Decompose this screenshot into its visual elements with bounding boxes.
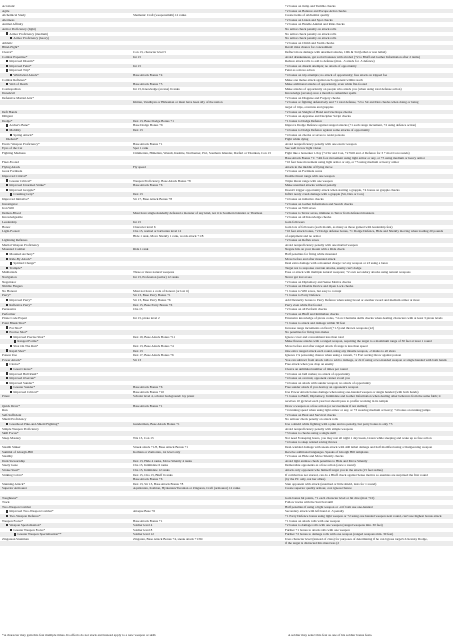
feat-name-text: Honor [2,224,11,229]
feat-prerequisite: Str 13, Base Parry Bonus +1 [133,293,171,298]
feat-benefit: Reduce attack rolls to add to defense (max. -5 attack for -5 defence) [285,59,375,64]
feat-benefit: Gain bonus hit points, +1 each character level or hit dice (max +10) [285,495,375,500]
feat-benefit: Never get lost at sea [285,275,312,280]
feat-benefit: Attack in the middle of flying move [285,164,333,169]
feat-benefit: Make one melee attack against each opponent within reach [285,77,363,82]
feat-prerequisite: Spot 1 rank [133,146,149,151]
feat-benefit: Demoralize opponents as a free action (once a round) [285,463,356,468]
feat-benefit: Triple threat range with one weapon [285,178,333,183]
feat-benefit: Move before and after mounted attack [285,256,336,261]
feat-benefit: No penalties for firing into melee [285,330,330,335]
feat-benefit: +2 bonus on Appraise and Decipher Script checks [285,114,351,119]
feat-name-text: Cleave* [9,362,21,367]
feat-name-text: Greater Sunder* [13,385,36,390]
feat-benefit: Receive additional languages. Speaks of Ghorgh Hill templates [285,449,369,454]
feat-name-text: Acrobatic [2,4,15,8]
feat-name-text: Superior Armourer [2,486,27,491]
feat-name-text: Great Fortitude [2,169,23,174]
feat-name-text: Precise Shot* [9,330,28,335]
feat-benefit: if the target is distracted this must less (2 [285,541,339,546]
feat-benefit: +2 bonus on Heal and Survival checks [285,412,336,417]
feat-name-text: Whirlwind Attack* [13,72,39,77]
feat-name-text: Rapid Shot* [9,348,26,353]
feat-benefit: Deal extra damage with a mounted charge: x2 any weapon or x3 using a lance [285,261,389,266]
feat-prerequisite: Dex 19, Base Attack Bonus +11 [133,334,176,339]
feat-name-text: Improved Unarmed Strike* [9,183,46,188]
feat-prerequisite: Dex 13 [133,128,143,133]
feat-benefit: Avoid nonproficiency penalty with one exotic weapon [285,141,357,146]
feat-benefit: Draw a weapon as a free action (or recoverment if not skilled) [285,403,367,408]
feat-benefit: You can subtract from attack rolls to add to damage, or 2x if using a two-handed weapon or single handed with both hands [285,357,447,362]
feat-benefit: If combat has not started, can do a Bluff check against Sense motive so enemies are surprised the first round [285,472,428,477]
feat-benefit: Increase range increments on fired (+1.5) and thrown weapons (x2) [285,325,375,330]
feat-name-text: Knowledgeable [2,215,23,220]
feat-prerequisite: Ride 1 rank [133,247,149,252]
feat-prerequisite: Gunderman, Base Attack Bonus +1 [133,422,180,427]
feat-benefit: +2 bonus on all Knowledge checks [285,215,332,220]
feat-prerequisite: Dex 15, Base Parry Bonus +6 [133,302,173,307]
feat-prerequisite: Base Attack Bonus +1 [133,518,163,523]
feat-name-text: Greater Weapon Specialisation** [17,532,62,537]
feat-benefit: Ease or attack with multiple natural weapons; +2 own secondary attacks using natural weapons [285,270,411,275]
feat-benefit: +2 bonus on Disable Device and Open Lock checks [285,284,354,289]
feat-name-text: Greathood Pike-and-Shield Fighting* [9,422,60,427]
feat-benefit: No armor check penalty on attack rolls [285,31,337,36]
feat-prerequisite: Weapon Proficiency, Base Attack Bonus +8 [133,178,191,183]
feat-prerequisite: Dex 13, Base Dodge Bonus +1 [133,118,174,123]
feat-prerequisite: Dex 13, Str 13, Base Attack Bonus +8 [133,481,184,486]
feat-name-text: Persuasive [2,307,17,312]
feat-name-text: Diligent [2,114,13,119]
feat-prerequisite: Str 17, Base Attack Bonus +8 [133,196,173,201]
feat-benefit: Move before and after ranged attack if range is less than speed [285,343,368,348]
feat-name-text: Two-Weapon Defence* [9,513,41,518]
feat-name-text: Trample* [9,265,23,270]
feat-benefit: Further +2 bonus to damage rolls with one weapon (ranged weapons min. 30 feet) [285,532,394,537]
feat-name-text: Improved Bull Rush* [9,371,38,376]
feat-prerequisite: Int 13 [133,219,141,224]
feat-name-text: Stealthy [2,454,13,459]
feat-name-text: Light-Footed [2,229,20,234]
feat-name-text: Multiattack [2,270,18,275]
feat-benefit: +4 bonus on trip attempts; no attack of opportunity; free attack on tripped foe [285,72,388,77]
feat-benefit: +2 bonus on Sleight of Hand and Use Rope checks [285,109,353,114]
feat-name-text: Steely Gaze [2,463,18,468]
feat-name-text: Mounted Combat [2,247,26,252]
feat-name-text: Armor Proficiency (light) [2,26,36,31]
feat-name-text: Daredevil [2,91,15,96]
feat-benefit: Further +1 bonus to attack rolls with one weapon [285,527,350,532]
feat-name-text: Web of Death [9,82,28,87]
feat-name-text: Defensive Martial Arts* [2,95,34,100]
feat-prerequisite: Three or more natural weapons [133,270,175,275]
feat-prerequisite: Character level 6 [133,224,156,229]
feat-benefit: +1 bonus to Parry Defence [285,293,321,298]
feat-name-text: Shield Proficiency [2,417,27,422]
feat-prerequisite: Dex 13 [133,348,143,353]
feat-benefit: +4 running speed when using light armor or any, or +3 wearing medium or heavy; +4 bonus on running jumps [285,408,431,413]
feat-name-text: Improved Precise Shot* [13,334,46,339]
feat-prerequisite: Int 13 [133,63,141,68]
feat-name-text: Track [2,500,10,505]
feat-name-text: Striking Cobra* [2,472,24,477]
feat-name-text: Nimble Fingers [2,284,23,289]
feat-prerequisite: Fly speed [133,164,146,169]
feat-prerequisite: Base Dodge Bonus +6 [133,123,163,128]
feat-prerequisite: Base Attack Bonus +1 [133,141,163,146]
feat-benefit: +2 bonus to Terror saves, immune to Terror from defeated monsters [285,210,375,215]
feat-name-text: Stunning Attack* [2,481,25,486]
feat-name-text: Spring Attack* [13,132,34,137]
feat-name-text: Crushing Grip* [13,192,34,197]
feat-benefit: +2 bonus on Hide and Move Silently checks [285,454,344,459]
feat-name-text: Zingarean Stuntman [2,536,29,541]
feat-prerequisite: Base Attack Bonus +6 [133,183,163,188]
feat-name-text: Deft Hands [2,109,18,114]
feat-prerequisite: Scholar level 4, scholar background: lay priest [133,394,195,399]
feat-prerequisite: Dex 13, Base Attack Bonus +4 [133,343,174,348]
feat-name-text: Mounted Archery* [9,252,35,257]
feat-benefit: Gain followers [285,219,305,224]
feat-name-text: Improved Sunder* [9,380,35,385]
feat-prerequisite: Base Attack Bonus +4 [133,72,163,77]
feat-benefit: Improve Dodge Defence against ranged attacks (+1 each range increment, +2 using defence action) [285,123,417,128]
feat-prerequisite: Dex 13 [133,192,143,197]
feat-prerequisite: Dex 13, Hide 4 ranks, Move Silently 4 ranks [133,458,192,463]
feat-benefit: Doesn't trigger opportunity attack when starting a grapple, +4 bonus on grapple checks [285,187,400,192]
feat-prerequisite: Dex 17, Base Attack Bonus +6 [133,353,174,358]
feat-prerequisite: Cha 13, Intimidate 12 ranks [133,467,170,472]
feat-prerequisite: Must have single-handedly defeated a monster of any kind, not it is Southern Islander or Tharikan [133,210,263,215]
feat-prerequisite: Soldier level 4 [133,523,153,528]
feat-name-text: Investigator [2,201,18,206]
feat-name-text: Priest [2,394,10,399]
feat-benefit: +2 bonus on Reflex saves [285,238,319,243]
feat-benefit: Double threat range with one weapon [285,173,335,178]
feat-benefit: of equipment and no armor [285,233,321,238]
feat-name-text: Negotiator [2,279,17,284]
feat-name-text: Lightning Reflexes [2,238,28,243]
feat-prerequisite: Must not have a code of honour (or lost it) [133,288,189,293]
feat-benefit: Cleave an unlimited number of times per round [285,366,348,371]
feat-name-text: Pirate Code Expert [2,316,28,321]
feat-name-text: Alchemical Study [2,13,26,18]
feat-name-text: Dodge* [2,118,13,123]
feat-name-text: No Honour [2,288,17,293]
feat-name-text: Improved Two-Weapon Combat* [9,509,54,514]
feat-benefit: Add Dexterity bonus to Parry Defence when using broad or another sword and medium armor at most [285,298,420,302]
feat-name-text: Improved Initiative* [2,196,30,201]
feat-benefit: Use Power Attack bonus damage when using one-handed weapon or single handed (with both hands) [285,389,419,394]
feat-benefit: +2 bonus on Fortitude saves [285,169,323,174]
feat-benefit: +4 bonus on attack with sunder weapon; no attack of opportunity [285,380,371,385]
feat-benefit: +2 bonus on Disguise and Forgery checks [285,95,341,100]
feat-benefit: Secondary attack with left hand at -5 penalty [285,509,345,514]
feat-prerequisite: Shamanic Craft (weaponsmith) 12 ranks [133,13,187,18]
feat-benefit: Deal-wielded damage with sneak attack with 4d6 lethal damage and half modified using a bludgeoning weapon [285,445,433,449]
feat-benefit: +1 bonus to Dodge Defence [285,118,323,123]
feat-name-text: Demon-Blood [2,210,21,215]
footnote-soldier: A soldier may select this feat as one of his soldier bonus feats. [288,633,373,637]
feat-benefit: +2 bonus on Listen and Spot checks [285,17,333,22]
feat-benefit: +2 bonus on Balance and Escape Artist checks [285,8,347,13]
feat-benefit: Gain lots of followers (each month, as many as those gained with leadership feat) [285,224,393,229]
feat-name-text: Eyes of the Cat [2,146,23,151]
feat-prerequisite: Cha 13, Intimidate 6 ranks [133,463,169,468]
feat-prerequisite: Int 13 [133,54,141,59]
feat-name-text: Quick Draw* [2,403,20,408]
feat-name-text: Simple Weapon Proficiency [2,426,39,431]
feat-name-text: Improved Critical* [13,389,39,394]
feat-prerequisite: Base Attack Bonus +5 [133,82,163,87]
feat-benefit: Negate hits on your mount with a Ride check [285,247,345,252]
feat-name-text: Cosmopolitan [2,86,21,91]
feat-benefit: Reroll miss chance for concealment [285,45,333,50]
feat-benefit: Avoid nonproficiency penalty with simple weapons [285,426,353,431]
feat-name-text: Blind-Fight* [2,45,20,50]
feat-prerequisite: Soldier level 8 [133,527,153,532]
feat-name-text: Dark Stewartship [2,458,25,463]
feat-benefit: Avoid drunkenness, get social bonuses with alcohol (+2 to Bluff and Gather Information after 2 items) [285,54,421,59]
feat-benefit: +4 bonus on bull rushes; no attack of opportunity [285,371,351,376]
feat-benefit: +2 bonus on all Perform checks [285,307,327,312]
feat-benefit: Make finesse attacks with a ranged weapon, requiring the target to a maximum range of 30 feet at least 1 round [285,339,432,344]
feat-name-text: Summit of Ghorgh-Hill [2,449,34,454]
feat-row [0,541,453,546]
feat-name-text: Improved Grapple* [9,187,36,192]
feat-benefit: Uses character level (instead of class) for purposes of determining if he can bypass target's Uncanny Dodge, [285,536,428,541]
feat-name-text: Diehard* [6,137,19,142]
feat-benefit: Inflict nonly crush damage with a grapple (Str, Dex or Con) [285,192,364,197]
feat-benefit: Feint as a move action [285,68,315,73]
feat-name-text: Iron Will [2,206,14,211]
feat-name-text: Stroke Steel* [2,467,20,472]
feat-prerequisite: Str 13 [133,357,141,362]
footnotes [2,632,451,638]
feat-benefit: Attack only opponent who himself target you in the attack (15 feet radius) [285,467,383,472]
feat-name-text: Greater Critical* [9,178,32,183]
feat-benefit: Fight like a berserker 1/day (+4 Str and Con, +2 Will and -2 Defence for 3 + mod Con rounds) [285,151,410,155]
feat-name-text: Fighting Madness [2,151,26,155]
feat-prerequisite: Str 13, Base Parry Bonus +6 [133,298,171,302]
feat-benefit: +2 bonus on Gather Information and Search checks [285,201,353,206]
feat-benefit: +3 bonus to checks using a single skill [285,431,336,436]
feat-name-text: Parry* [2,293,11,298]
feat-name-text: Archer's Bane* [9,123,30,128]
feat-benefit: receives 10 gp/level each year but should pass to proffer working in its temple [285,399,389,404]
feat-prerequisite: Int 13, Knowledge (arcana) 6 ranks [133,86,180,91]
feat-benefit: Make additional attacks of opportunity, even while flat-footed [285,82,367,87]
feat-prerequisite: Wis 13, Con 13 [133,435,154,440]
feat-name-text: Ranged Forms* [17,339,39,344]
feat-prerequisite: Base Attack Bonus +10 [133,389,165,394]
feat-prerequisite: Base Attack Bonus +1 [133,403,163,408]
feat-prerequisite: Khitan, Vendhyan or Hirkanian or must have been ally of the nation [133,100,223,105]
feat-benefit: Stun opponent with attack (unarmed or little shield, lasts for 1 round) [285,481,377,486]
feat-name-text: Reflexive Parry* [9,302,32,307]
feat-benefit: +10 feet base movement using light armor or any, or +5 using medium or heavy armor [285,160,400,165]
feat-benefit: +1 bonus to attack and damage within 30 feet [285,320,346,325]
feat-name-text: Athletic [2,40,13,45]
feat-name-text: Stealth Sinker [2,445,21,449]
feat-name-text: Poison Use [2,353,17,358]
feat-name-text: Improved Trip* [9,68,31,73]
feat-name-text: Armor Proficiency (medium) [9,31,49,36]
feat-benefit: Free sunder attack if you destroy an opponent's weapon [285,385,359,390]
feat-benefit: +2 bonus on Jump and Tumble checks [285,4,336,8]
feat-name-text: Animal Affinity [2,22,24,27]
feat-name-text: Power Attack* [2,357,22,362]
feat-name-text: Great Cleave* [13,366,33,371]
feat-name-text: Run [2,408,8,413]
feat-prerequisite: Dex 15, Cha 13, Bluff 6 ranks [133,472,173,477]
feat-name-text: Combat Reflexes* [2,77,27,82]
feat-name-text: Fleet-Footed [2,160,19,165]
feat-prerequisite: Cha 13, nomad or barbarian level 12 [133,229,182,234]
feat-benefit: Fight while dying [285,137,309,142]
feat-benefit: Ignores 1% poisoning chance when using a venom, +1 Fort saving throw against poison [285,353,402,358]
feat-benefit: Make attacks of opportunity on people who attack you (when using total defense action) [285,86,402,91]
feat-benefit: Half penalties for firing while mounted [285,252,337,257]
feat-benefit: +2 bonus on Climb and Swim checks [285,40,335,45]
feat-benefit: +2 bonus on Bluff and Intimidate checks [285,311,339,316]
feat-benefit: +4 bonus to Dodge Defence against some attacks of opportunity [285,128,370,133]
feat-name-text: Mobility [9,128,21,133]
feat-benefit: +2 bonus to damage rolls with one weapon (ranged weapons min. 30 feet) [285,523,383,528]
feat-benefit: Deflect more damage with unarmed attacks, 10th & 3rd (lethal or non lethal) [285,49,387,54]
feat-name-text: Skill Focus* [2,431,19,436]
feat-table [0,4,453,546]
feat-name-text: Combat Expertise* [2,54,28,59]
feat-name-text: Two-Weapon Combat [2,504,31,509]
feat-benefit: +1 Parry Defence bonus using light weapon or +2 using one handed weapon next round, can't use highest bonus attack [285,513,442,518]
feat-benefit: +1 bonus to Will saves, but easy to corrupt [285,288,342,293]
feat-benefit: +1 bonus to Bluff, Diplomacy, Intimidate and Gather Information when dealing other believers from the same faith; it [285,394,441,399]
feat-benefit: Knowledge (arcana) once a month to remember spells [285,91,357,96]
feat-name-text: Toughness* [2,495,18,500]
footnote-multiple: *A character may gain this feat multiple times. Its effects do not stack and instead apply to a new weapon or skill. [2,633,157,637]
feat-name-text: Leadership [2,219,17,224]
feat-benefit: Extensive knowledge of pirate codes, +4 on Charisma skills checks when dealing characters with at least 3 pirate levels [285,316,443,321]
feat-benefit: Base Attack Bonus +1: +4th foot movement using light armor or any, or +5 using medium or heavy armor [285,155,425,160]
feat-prerequisite: Int 13, Profession (sailor) 12 ranks [133,275,179,280]
feat-benefit: +4 bonus on overrun; opponent cannot avoid you [285,376,350,381]
feat-prerequisite: Kothian or Zamorian, 1st level only [133,449,181,454]
feat-name-text: Improved Overrun* [9,376,36,381]
feat-name-text: Performer [2,311,16,316]
feat-prerequisite: Int 13, pirate level 2 [133,316,160,321]
feat-name-text: Ride-By Attack* [9,256,32,261]
feat-benefit: Half penalties if using a light weapon or -4 if both use one-handed [285,504,373,509]
feat-name-text: Far Shot* [9,325,23,330]
feat-prerequisite: Soldier level 12 [133,532,154,537]
feat-benefit: One extra ranged attack each round, using any missile weapon, -2 malus to all shots [285,348,396,353]
feat-name-text: Navigation [2,275,17,280]
feat-prerequisite: Aquilonian, Kothian, Hyrkanian/Turanian or Zingaran, Craft (armourer) 12 ranks [133,486,241,491]
feat-name-text: Weapon Specialisation* [9,523,42,528]
feat-benefit: target of trips, overruns and grapples [285,105,334,110]
feat-benefit: No armor check penalty on attack rolls [285,26,337,31]
feat-name-text: Point Blank Shot* [2,320,27,325]
feat-name-text: Spirited Charge* [13,261,36,266]
feat-benefit: Make unarmed attacks without penalty [285,183,337,188]
feat-benefit: +4 bonus on initiative checks [285,196,324,201]
feat-benefit: Use a shield while fighting with a pike and no penalty, but parry bonus is only +3 [285,422,393,427]
feat-benefit: +4 bonus on checks or saves to resist poisons [285,132,345,137]
feat-benefit: +10 feet attack bonus, +2 Dodge defense bonus, +1 Dodge Defence, Hide and Silently moving when loading 20 pounds [285,229,444,234]
feat-benefit: No armour check penalty on attack rolls [285,417,338,422]
feat-benefit: +1 bonus on attack rolls with one weapon [285,518,341,523]
feat-prerequisite: Cimmerian, Himelian, Wazuli, Kushite, Northerner, Pict, Southern Islander, Darfari or Tharikan, Con 13 [133,151,271,155]
feat-benefit: Follow tracks with the Survival skill [285,500,334,505]
feat-name-text: Self-Sufficient [2,412,22,417]
feat-prerequisite: Base Attack Bonus +6 [133,385,163,390]
feat-name-text: Sleep Mastery [2,435,21,440]
feat-name-text: Agile [2,8,10,13]
feat-benefit: +2 bonus on Handle Animal and Ride checks [285,22,345,27]
feat-prerequisite: Streek attack +1/8, Base Attack Bonus +1 [133,445,189,449]
feat-benefit: Ignore cover and concealment less than total [285,334,344,339]
feat-benefit: Free attack when you drop an enemy [285,362,334,367]
feat-benefit: Parry even while flat footed [285,302,322,307]
feat-benefit: +2 bonus on Diplomacy and Sense Motive checks [285,279,352,284]
feat-name-text: Greater Weapon Focus* [13,527,46,532]
feat-benefit: Create items of Alchemist quality [285,13,330,18]
feat-name-text: Exotic Weapon Proficiency* [2,141,40,146]
feat-benefit: +2 bonus on Will saves [285,206,316,211]
feat-prerequisite: Base Attack Bonus +6 [133,477,163,482]
feat-name-text: Improved Feint* [9,63,32,68]
feat-name-text: Armor Proficiency (heavy) [13,36,50,41]
feat-benefit: Not need 8 sleeping hours, you may rest all night 1 day/week, Listen while sleeping and wake up as free action [285,435,432,440]
feat-benefit: +2 bonus or fighting defensively and +1 total defense, +2 to Str and Dex checks when doing or being [285,100,419,105]
feat-prerequisite: Attaque Base +6 [133,509,156,514]
feat-name-text: Improved Parry* [9,298,32,302]
feat-name-text: Flying Attack [2,164,21,169]
feat-name-text: Improved Disarm* [9,59,35,64]
feat-prerequisite: Cha 13 [133,307,143,312]
feat-benefit: (by the PC only, not her allies) [285,477,326,482]
feat-name-text: Cleave* [2,49,13,54]
feat-name-text: Alertness [2,17,15,22]
feat-benefit: No armor check penalty on attack rolls [285,36,337,41]
feat-name-text: Martial Weapon Proficiency [2,242,40,247]
feat-name-text: Improved Critical* [2,173,28,178]
feat-benefit: Create superior quality armour, cost ignore/chance [285,486,352,491]
feat-prerequisite: Hide 1 rank, Move Silently 1 rank, words attack +1/8 [133,233,204,238]
feat-benefit: +4 bonus on disarm attempts; no attack of opportunity [285,63,357,68]
feat-benefit: See well in low light vision [285,146,322,151]
feat-name-text: Weapon Focus* [2,518,24,523]
feat-benefit: Avoid nonproficiency penalty with one martial weapon [285,242,358,247]
feat-benefit: +4 bonus to sleep related saving throws [285,440,338,445]
feat-prerequisite: Zingaran, Base Attack Bonus +4, sneak attack +1/8d [133,536,203,541]
feat-benefit: Avoid light antitree check penalties to Hide and Move Silently [285,458,368,463]
feat-benefit: Target not to response overrun attacks, enemy can't dodge [285,265,362,270]
feat-prerequisite: Con 13, character level 5 [133,49,167,54]
feat-name-text: Shot On The Run* [13,343,39,348]
